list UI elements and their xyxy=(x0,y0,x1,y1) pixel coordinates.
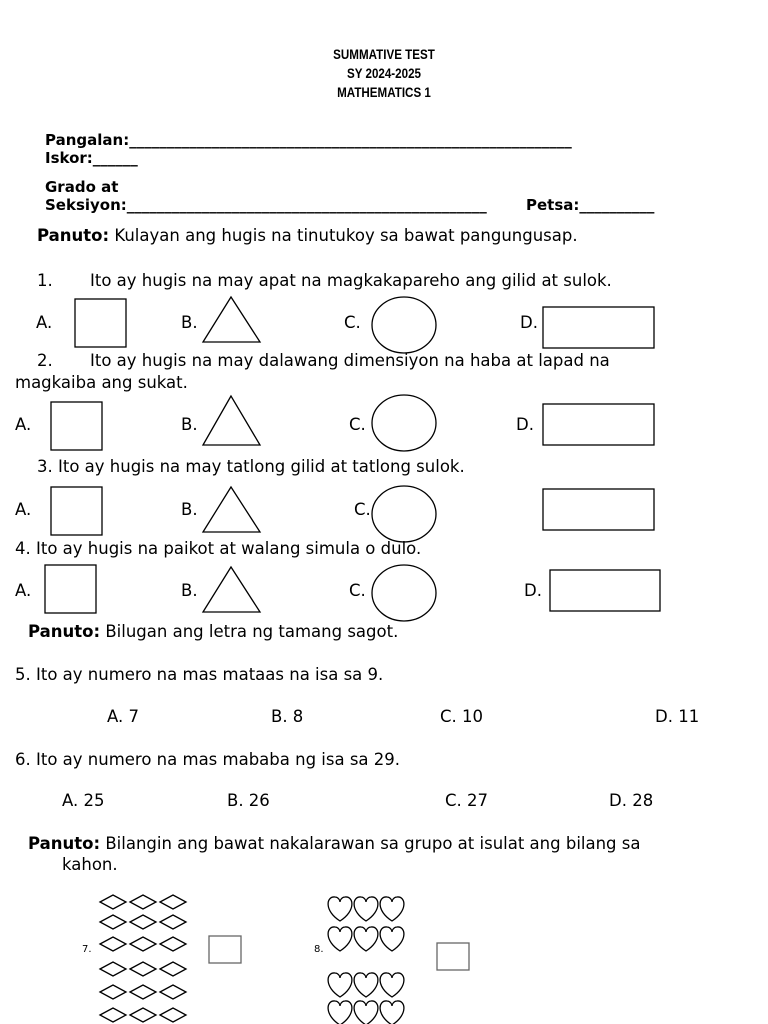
grade-label: Grado at xyxy=(45,178,119,196)
hearts-group xyxy=(328,897,404,1024)
diamond-icon xyxy=(160,985,186,999)
q1-option-c: C. xyxy=(344,313,361,332)
heart-icon xyxy=(380,973,404,997)
circle-shape xyxy=(372,486,436,542)
circle-shape xyxy=(372,565,436,621)
answer-box-7[interactable] xyxy=(209,936,241,963)
q2-text-cont: magkaiba ang sukat. xyxy=(15,373,188,392)
diamond-icon xyxy=(130,915,156,929)
q6-text: 6. Ito ay numero na mas mababa ng isa sa 29. xyxy=(15,750,401,769)
diamond-icon xyxy=(100,1008,126,1022)
direction-label: Panuto: xyxy=(28,622,101,641)
diamond-icon xyxy=(130,962,156,976)
direction-text: Kulayan ang hugis na tinutukoy sa bawat pangungusap. xyxy=(109,226,578,245)
diamond-icon xyxy=(100,937,126,951)
section-field: Seksiyon:________________________________________________ xyxy=(45,196,487,214)
q2-option-d: D. xyxy=(516,415,534,434)
q1-number: 1. xyxy=(37,271,53,290)
heart-icon xyxy=(354,927,378,951)
diamond-icon xyxy=(100,985,126,999)
rectangle-shape xyxy=(543,489,654,530)
q5-option-a: A. 7 xyxy=(107,707,139,726)
q4-option-c: C. xyxy=(349,581,366,600)
q2-text: Ito ay hugis na may dalawang dimensiyon na haba at lapad na xyxy=(90,351,610,370)
q6-option-d: D. 28 xyxy=(609,791,654,810)
direction-label: Panuto: xyxy=(37,226,110,245)
q3-option-b: B. xyxy=(181,500,198,519)
q5-option-d: D. 11 xyxy=(655,707,700,726)
heart-icon xyxy=(328,1001,352,1024)
q3-option-a: A. xyxy=(15,500,32,519)
answer-box-8[interactable] xyxy=(437,943,469,970)
diamond-icon xyxy=(160,915,186,929)
q4-option-b: B. xyxy=(181,581,198,600)
diamond-icon xyxy=(160,962,186,976)
heart-icon xyxy=(328,927,352,951)
direction-3-cont: kahon. xyxy=(62,855,118,874)
q5-option-b: B. 8 xyxy=(271,707,304,726)
q4-option-d: D. xyxy=(524,581,542,600)
heart-icon xyxy=(380,1001,404,1024)
diamonds-group xyxy=(100,895,186,1022)
test-title: SUMMATIVE TEST xyxy=(333,47,435,62)
q8-number: 8. xyxy=(314,944,324,955)
rectangle-shape xyxy=(543,404,654,445)
q6-option-c: C. 27 xyxy=(445,791,489,810)
triangle-shape xyxy=(203,297,260,342)
diamond-icon xyxy=(130,985,156,999)
q4-option-a: A. xyxy=(15,581,32,600)
diamond-icon xyxy=(130,937,156,951)
triangle-shape xyxy=(203,396,260,445)
date-field: Petsa:__________ xyxy=(526,196,655,214)
q6-option-b: B. 26 xyxy=(227,791,270,810)
heart-icon xyxy=(380,897,404,921)
rectangle-shape xyxy=(550,570,660,611)
name-field: Pangalan:___________________________________________________________ xyxy=(45,131,572,149)
q1-option-a: A. xyxy=(36,313,53,332)
q1-option-d: D. xyxy=(520,313,538,332)
square-shape xyxy=(75,299,126,347)
q5-text: 5. Ito ay numero na mas mataas na isa sa 9. xyxy=(15,665,384,684)
diamond-icon xyxy=(100,962,126,976)
q1-option-b: B. xyxy=(181,313,198,332)
direction-label: Panuto: xyxy=(28,834,101,853)
q2-number: 2. xyxy=(37,351,53,370)
heart-icon xyxy=(328,973,352,997)
q3-option-c: C. xyxy=(354,500,371,519)
q2-option-b: B. xyxy=(181,415,198,434)
triangle-shape xyxy=(203,487,260,532)
q7-number: 7. xyxy=(82,944,92,955)
school-year: SY 2024-2025 xyxy=(346,66,422,81)
heart-icon xyxy=(354,897,378,921)
diamond-icon xyxy=(160,1008,186,1022)
q5-option-c: C. 10 xyxy=(440,707,484,726)
q2-option-c: C. xyxy=(349,415,366,434)
heart-icon xyxy=(354,973,378,997)
diamond-icon xyxy=(130,895,156,909)
heart-icon xyxy=(380,927,404,951)
square-shape xyxy=(51,402,102,450)
diamond-icon xyxy=(130,1008,156,1022)
triangle-shape xyxy=(203,567,260,612)
circle-shape xyxy=(372,297,436,353)
q6-option-a: A. 25 xyxy=(62,791,105,810)
q3-text: 3. Ito ay hugis na may tatlong gilid at tatlong sulok. xyxy=(37,457,465,476)
direction-text: Bilugan ang letra ng tamang sagot. xyxy=(100,622,399,641)
diamond-icon xyxy=(160,895,186,909)
direction-text: Bilangin ang bawat nakalarawan sa grupo at isulat ang bilang sa xyxy=(100,834,641,853)
diamond-icon xyxy=(100,915,126,929)
q4-text: 4. Ito ay hugis na paikot at walang simula o dulo. xyxy=(15,539,422,558)
heart-icon xyxy=(328,897,352,921)
subject-title: MATHEMATICS 1 xyxy=(337,85,431,100)
circle-shape xyxy=(372,395,436,451)
square-shape xyxy=(45,565,96,613)
q2-option-a: A. xyxy=(15,415,32,434)
score-field: Iskor:______ xyxy=(45,149,138,167)
diamond-icon xyxy=(100,895,126,909)
diamond-icon xyxy=(160,937,186,951)
square-shape xyxy=(51,487,102,535)
heart-icon xyxy=(354,1001,378,1024)
q1-text: Ito ay hugis na may apat na magkakapareho ang gilid at sulok. xyxy=(90,271,612,290)
rectangle-shape xyxy=(543,307,654,348)
